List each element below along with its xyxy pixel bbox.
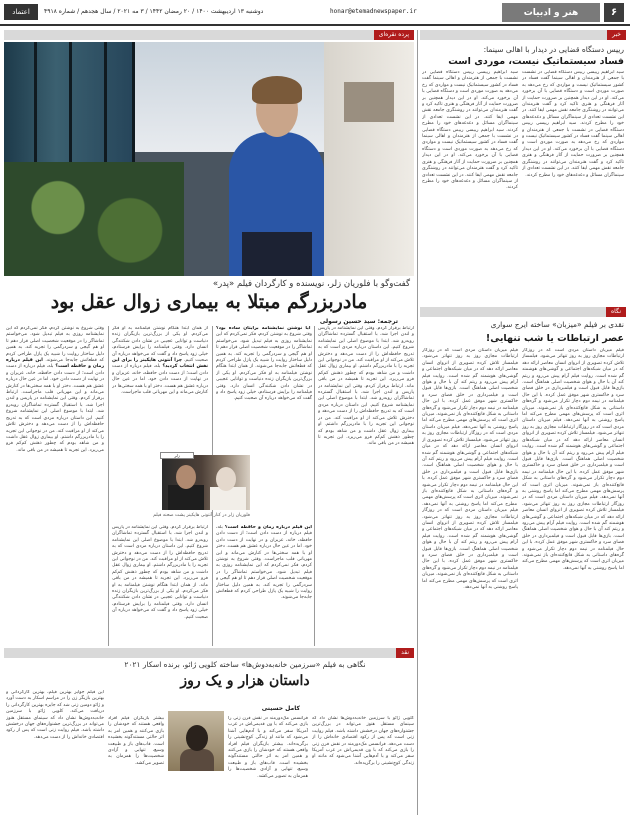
photo-face (176, 465, 196, 489)
review-tag-bar (4, 648, 414, 658)
lead-text: وقتی شروع به نوشتن کردم، فکر نمی‌کردم که این نمایشنامه روزی به فیلم تبدیل شود. می‌خواستم تماشاگر را در موقعیت شخصیت اصلی قرار دهم تا او هم گیجی و سردرگمی را تجربه کند. به همین دلیل ساختار روایت را شبیه یک پازل طراحی کردم که قطعاتش جابه‌جا می‌شوند. (216, 557, 312, 601)
lead-credit: ترجمه: سید حسین رسولی (319, 318, 398, 325)
review-column-1 (522, 348, 624, 816)
person-hair (252, 76, 302, 104)
lead-text: ارتباط برقرار کردم. وقتی این نمایشنامه در پاریس و لندن اجرا شد، با استقبال گسترده تماشاگران روبه‌رو شد. ابتدا با موضوع اصلی این نمایشنامه شروع کنیم. این داستان درباره مردی است که به تدریج حافظه‌اش را از دست می‌دهد و دخترش تلاش می‌کند از او مراقبت کند. من در نوجوانی این تجربه را با مادربزرگم داشتم. او بیماری زوال عقل داشت و من شاهد بودم که چطور ذهنش کم‌کم فرو می‌ریزد. این تجربه تا همیشه در من باقی ماند. (6, 390, 104, 453)
photo-name-tag: زلر (160, 452, 194, 459)
lead-column-3 (112, 326, 208, 450)
interview-photo (162, 455, 250, 510)
bottom-column-4 (6, 690, 104, 816)
review-text: فیلم میزبان داستان مردی است که در روزگار ارتباطات مجازی روز به روز تنهاتر می‌شود. فیلمساز تلاش کرده تصویری از انزوای انسان معاصر ارائه دهد که در میان شبکه‌های اجتماعی و گوشی‌های هوشمند گم شده است. روایت فیلم آرام پیش می‌رود و ریتم کند آن با حال و هوای شخصیت اصلی هماهنگ است. بازی‌ها قابل قبول است و فیلمبرداری در خلق فضای سرد و خاکستری شهر موفق عمل کرده. با این حال فیلمنامه در نیمه دوم دچار تکرار می‌شود و گره‌های داستانی به شکل قانع‌کننده‌ای باز نمی‌شوند. میزبان اثری است که پرسش‌های مهمی مطرح می‌کند اما پاسخ روشنی به آنها نمی‌دهد. (422, 508, 518, 591)
lead-text: از همان ابتدا هنگام نوشتن فیلمنامه به او فکر می‌کردم. او یکی از بزرگ‌ترین بازیگران زنده دنیاست و توانایی عجیبی در نشان دادن شکنندگی انسان دارد. وقتی فیلمنامه را برایش فرستادم، خیلی زود پاسخ داد و گفت که می‌خواهد درباره آن صحبت کنیم. (216, 364, 312, 402)
news-text: سید ابراهیم رییسی رییس دستگاه قضایی در نشست با جمعی از هنرمندان و اهالی سینما گفت فساد در کشور سیستماتیک نیست و مواردی که رخ می‌دهد به صورت موردی است و دستگاه قضایی با آن برخورد می‌کند. او در این دیدار همچنین بر ضرورت حمایت از آثار فرهنگی و هنری تاکید کرد و گفت هنرمندان می‌توانند در روشنگری جامعه نقش مهمی ایفا کنند. در این نشست تعدادی از سینماگران مسائل و دغدغه‌های خود را مطرح کردند. (422, 70, 518, 133)
bottom-author: کامل حسینی (261, 705, 300, 712)
bottom-text: بیشتر بازیگران فیلم افراد واقعی هستند که خودشان را بازی می‌کنند و همین امر به اثر حالتی مستندگونه بخشیده است. قاب‌های باز و طبیعت وسیع، تنهایی و آزادی شخصیت‌ها را همزمان به تصویر می‌کشد. (108, 716, 164, 766)
bottom-text: کلویی ژائو با سرزمین خانه‌به‌دوش‌ها نشان داد که سینمای مستقل هنوز می‌تواند در بزرگ‌ترین جشنواره‌های جهان درخشش داشته باشد. فیلم روایت زنی است که پس از رکود اقتصادی خانه‌اش را از دست می‌دهد. (312, 716, 414, 747)
lead-text: ارتباط برقرار کردم. وقتی این نمایشنامه در پاریس و لندن اجرا شد، با استقبال گسترده تماشاگران روبه‌رو شد. ابتدا با موضوع اصلی این نمایشنامه شروع کنیم. این داستان درباره مردی است که به تدریج حافظه‌اش را از دست می‌دهد و دخترش تلاش می‌کند از او مراقبت کند. من در نوجوانی این تجربه را با مادربزرگم داشتم. او بیماری زوال عقل داشت و من شاهد بودم که چطور ذهنش کم‌کم فرو می‌ریزد. این تجربه تا همیشه در من باقی ماند. (318, 326, 414, 389)
section-email[interactable]: honar@etemadnewspaper.ir (330, 8, 417, 15)
lead-column-2 (216, 326, 312, 450)
lead-text: وقتی شروع به نوشتن کردم، فکر نمی‌کردم که این نمایشنامه روزی به فیلم تبدیل شود. می‌خواستم تماشاگر را در موقعیت شخصیت اصلی قرار دهم تا او هم گیجی و سردرگمی را تجربه کند. به همین دلیل ساختار روایت را شبیه یک پازل طراحی کردم که قطعاتش جابه‌جا می‌شوند. (216, 332, 312, 370)
interview-question: این فیلم درباره زمان و حافظه است؟ (222, 525, 312, 530)
photo-caption: فلوریان زلر در کنار آنتونی هاپکینز پشت صحنه فیلم (153, 513, 250, 518)
section-title: هنر و ادبیات (502, 3, 600, 22)
review-text: فیلم میزبان داستان مردی است که در روزگار ارتباطات مجازی روز به روز تنهاتر می‌شود. فیلمساز تلاش کرده تصویری از انزوای انسان معاصر ارائه دهد که در میان شبکه‌های اجتماعی و گوشی‌های هوشمند گم شده است. روایت فیلم آرام پیش می‌رود و ریتم کند آن با حال و هوای شخصیت اصلی هماهنگ است. بازی‌ها قابل قبول است و فیلمبرداری در خلق فضای سرد و خاکستری شهر موفق عمل کرده. با این حال فیلمنامه در نیمه دوم دچار تکرار می‌شود و گره‌های داستانی به شکل قانع‌کننده‌ای باز نمی‌شوند. میزبان اثری است که پرسش‌های مهمی مطرح می‌کند اما پاسخ روشنی به آنها نمی‌دهد. (522, 348, 624, 424)
view-tag: نگاه (606, 307, 626, 317)
interview-question: این فیلم درباره زمان و حافظه است؟ (6, 358, 104, 370)
news-tag: خبر (607, 30, 626, 40)
bottom-text: این فیلم جوایز بهترین فیلم، بهترین کارگردانی و بهترین بازیگر زن را در مراسم اسکار به دست آورد و ژائو دومین زنی شد که جایزه بهترین کارگردانی را دریافت می‌کند. (6, 690, 104, 715)
photo-face (216, 467, 236, 491)
lead-text: ارتباط برقرار کردم. وقتی این نمایشنامه در پاریس و لندن اجرا شد، با استقبال گسترده تماشاگران روبه‌رو شد. ابتدا با موضوع اصلی این نمایشنامه شروع کنیم. این داستان درباره مردی است که به تدریج حافظه‌اش را از دست می‌دهد و دخترش تلاش می‌کند از او مراقبت کند. من در نوجوانی این تجربه را با مادربزرگم داشتم. او بیماری زوال عقل داشت و من شاهد بودم که چطور ذهنش کم‌کم فرو می‌ریزد. این تجربه تا همیشه در من باقی ماند. (318, 383, 414, 447)
bottom-text: بیشتر بازیگران فیلم افراد واقعی هستند که خودشان را بازی می‌کنند و همین امر به اثر حالتی مستندگونه بخشیده است. قاب‌های باز و طبیعت وسیع، تنهایی و آزادی شخصیت‌ها را همزمان به تصویر می‌کشد. (228, 741, 308, 779)
interview-question: آیا نوشتن نمایشنامه برایتان ساده بود؟ (216, 326, 311, 331)
lead-photo (4, 42, 414, 276)
wall-painting (344, 82, 394, 122)
review-text: فیلم میزبان داستان مردی است که در روزگار ارتباطات مجازی روز به روز تنهاتر می‌شود. فیلمساز تلاش کرده تصویری از انزوای انسان معاصر ارائه دهد که در میان شبکه‌های اجتماعی و گوشی‌های هوشمند گم شده است. روایت فیلم آرام پیش می‌رود و ریتم کند آن با حال و هوای شخصیت اصلی هماهنگ است. بازی‌ها قابل قبول است و فیلمبرداری در خلق فضای سرد و خاکستری شهر موفق عمل کرده. با این حال فیلمنامه در نیمه دوم دچار تکرار می‌شود و گره‌های داستانی به شکل قانع‌کننده‌ای باز نمی‌شوند. میزبان اثری است که پرسش‌های مهمی مطرح می‌کند اما پاسخ روشنی به آنها نمی‌دهد. (522, 495, 624, 571)
bottom-column-3 (108, 716, 164, 816)
interview-question: چرا آنتونی هاپکینز را برای این نقش انتخاب کردید؟ (112, 358, 208, 370)
news-column-2 (422, 70, 518, 302)
lead-text: وقتی شروع به نوشتن کردم، فکر نمی‌کردم که این نمایشنامه روزی به فیلم تبدیل شود. می‌خواستم تماشاگر را در موقعیت شخصیت اصلی قرار دهم تا او هم گیجی و سردرگمی را تجربه کند. به همین دلیل ساختار روایت را شبیه یک پازل طراحی کردم که قطعاتش جابه‌جا می‌شوند. (6, 326, 104, 364)
newspaper-logo: اعتماد (4, 4, 38, 20)
bottom-column-1 (312, 716, 414, 816)
lead-text: از همان ابتدا هنگام نوشتن فیلمنامه به او فکر می‌کردم. او یکی از بزرگ‌ترین بازیگران زنده دنیاست و توانایی عجیبی در نشان دادن شکنندگی انسان دارد. وقتی فیلمنامه را برایش فرستادم، خیلی زود پاسخ داد و گفت که می‌خواهد درباره آن صحبت کنیم. (112, 326, 208, 364)
lead-text: بله، فیلم درباره از دست دادن است؛ از دست دادن حافظه، خانه، عزیزان و در نهایت از دست دادن خود. اما در عین حال درباره عشق هم هست. دختر او با همه سختی‌ها در کنارش می‌ماند و این مهربانی قلب ماجراست. (112, 364, 208, 396)
review-text: فیلم میزبان داستان مردی است که در روزگار ارتباطات مجازی روز به روز تنهاتر می‌شود. فیلمساز تلاش کرده تصویری از انزوای انسان معاصر ارائه دهد که در میان شبکه‌های اجتماعی و گوشی‌های هوشمند گم شده است. روایت فیلم آرام پیش می‌رود و ریتم کند آن با حال و هوای شخصیت اصلی هماهنگ است. بازی‌ها قابل قبول است و فیلمبرداری در خلق فضای سرد و خاکستری شهر موفق عمل کرده. با این حال فیلمنامه در نیمه دوم دچار تکرار می‌شود و گره‌های داستانی به شکل قانع‌کننده‌ای باز نمی‌شوند. میزبان اثری است که پرسش‌های مهمی مطرح می‌کند اما پاسخ روشنی به آنها نمی‌دهد. (422, 348, 518, 430)
news-headline: فساد سیستماتیک نیست، موردی است (448, 56, 624, 67)
news-kicker: رییس دستگاه قضایی در دیدار با اهالی سینما: (483, 45, 624, 54)
page-number: ۶ (604, 3, 624, 22)
review-column-2 (422, 348, 518, 816)
bottom-photo (168, 711, 224, 771)
news-column-1 (522, 70, 624, 302)
cinema-tag: پرده نقره‌ای (374, 30, 414, 40)
lead-text: بله، فیلم درباره از دست دادن است؛ از دست دادن حافظه، خانه، عزیزان و در نهایت از دست دادن خود. اما در عین حال درباره عشق هم هست. دختر او با همه سختی‌ها در کنارش می‌ماند و این مهربانی قلب ماجراست. (216, 525, 312, 563)
bottom-text: کلویی ژائو با سرزمین خانه‌به‌دوش‌ها نشان داد که سینمای مستقل هنوز می‌تواند در بزرگ‌ترین جشنواره‌های جهان درخشش داشته باشد. فیلم روایت زنی است که پس از رکود اقتصادی خانه‌اش را از دست می‌دهد. (6, 709, 104, 740)
news-text: سید ابراهیم رییسی رییس دستگاه قضایی در نشست با جمعی از هنرمندان و اهالی سینما گفت فساد در کشور سیستماتیک نیست و مواردی که رخ می‌دهد به صورت موردی است و دستگاه قضایی با آن برخورد می‌کند. او در این دیدار همچنین بر ضرورت حمایت از آثار فرهنگی و هنری تاکید کرد و گفت هنرمندان می‌توانند در روشنگری جامعه نقش مهمی ایفا کنند. در این نشست تعدادی از سینماگران مسائل و دغدغه‌های خود را مطرح کردند. (522, 70, 624, 127)
bottom-column-2 (228, 716, 308, 816)
cinema-tag-bar (4, 30, 414, 40)
lead-column-2b (216, 525, 312, 646)
person-pants (242, 232, 312, 276)
masthead (0, 0, 630, 26)
lead-text: ارتباط برقرار کردم. وقتی این نمایشنامه در پاریس و لندن اجرا شد، با استقبال گسترده تماشاگران روبه‌رو شد. ابتدا با موضوع اصلی این نمایشنامه شروع کنیم. این داستان درباره مردی است که به تدریج حافظه‌اش را از دست می‌دهد و دخترش تلاش می‌کند از او مراقبت کند. من در نوجوانی این تجربه را با مادربزرگم داشتم. او بیماری زوال عقل داشت و من شاهد بودم که چطور ذهنش کم‌کم فرو می‌ریزد. این تجربه تا همیشه در من باقی ماند. (112, 525, 208, 588)
news-text: سید ابراهیم رییسی رییس دستگاه قضایی در نشست با جمعی از هنرمندان و اهالی سینما گفت فساد در کشور سیستماتیک نیست و مواردی که رخ می‌دهد به صورت موردی است و دستگاه قضایی با آن برخورد می‌کند. او در این دیدار همچنین بر ضرورت حمایت از آثار فرهنگی و هنری تاکید کرد و گفت هنرمندان می‌توانند در روشنگری جامعه نقش مهمی ایفا کنند. در این نشست تعدادی از سینماگران مسائل و دغدغه‌های خود را مطرح کردند. (522, 121, 624, 178)
lead-kicker: گفت‌وگو با فلوریان زلر، نویسنده و کارگردان فیلم «پدر» (212, 279, 410, 289)
news-text: سید ابراهیم رییسی رییس دستگاه قضایی در نشست با جمعی از هنرمندان و اهالی سینما گفت فساد در کشور سیستماتیک نیست و مواردی که رخ می‌دهد به صورت موردی است و دستگاه قضایی با آن برخورد می‌کند. او در این دیدار همچنین بر ضرورت حمایت از آثار فرهنگی و هنری تاکید کرد و گفت هنرمندان می‌توانند در روشنگری جامعه نقش مهمی ایفا کنند. در این نشست تعدادی از سینماگران مسائل و دغدغه‌های خود را مطرح کردند. (422, 127, 518, 191)
lead-headline: مادربزرگم مبتلا به بیماری زوال عقل بود (50, 291, 368, 313)
lead-column-1 (318, 326, 414, 646)
lead-text: از همان ابتدا هنگام نوشتن فیلمنامه به او فکر می‌کردم. او یکی از بزرگ‌ترین بازیگران زنده دنیاست و توانایی عجیبی در نشان دادن شکنندگی انسان دارد. وقتی فیلمنامه را برایش فرستادم، خیلی زود پاسخ داد و گفت که می‌خواهد درباره آن صحبت کنیم. (112, 582, 208, 620)
review-text: فیلم میزبان داستان مردی است که در روزگار ارتباطات مجازی روز به روز تنهاتر می‌شود. فیلمساز تلاش کرده تصویری از انزوای انسان معاصر ارائه دهد که در میان شبکه‌های اجتماعی و گوشی‌های هوشمند گم شده است. روایت فیلم آرام پیش می‌رود و ریتم کند آن با حال و هوای شخصیت اصلی هماهنگ است. بازی‌ها قابل قبول است و فیلمبرداری در خلق فضای سرد و خاکستری شهر موفق عمل کرده. با این حال فیلمنامه در نیمه دوم دچار تکرار می‌شود و گره‌های داستانی به شکل قانع‌کننده‌ای باز نمی‌شوند. میزبان اثری است که پرسش‌های مهمی مطرح می‌کند اما پاسخ روشنی به آنها نمی‌دهد. (522, 418, 624, 501)
photo-sky (124, 42, 344, 152)
lead-column-4 (6, 326, 104, 646)
column-divider (314, 326, 315, 646)
bottom-kicker: نگاهی به فیلم «سرزمین خانه‌به‌دوش‌ها» ساخته کلویی ژائو، برنده اسکار ۲۰۲۱ (124, 660, 366, 669)
view-tag-bar (420, 307, 626, 317)
news-tag-bar (420, 30, 626, 40)
review-text: فیلم میزبان داستان مردی است که در روزگار ارتباطات مجازی روز به روز تنهاتر می‌شود. فیلمساز تلاش کرده تصویری از انزوای انسان معاصر ارائه دهد که در میان شبکه‌های اجتماعی و گوشی‌های هوشمند گم شده است. روایت فیلم آرام پیش می‌رود و ریتم کند آن با حال و هوای شخصیت اصلی هماهنگ است. بازی‌ها قابل قبول است و فیلمبرداری در خلق فضای سرد و خاکستری شهر موفق عمل کرده. با این حال فیلمنامه در نیمه دوم دچار تکرار می‌شود و گره‌های داستانی به شکل قانع‌کننده‌ای باز نمی‌شوند. میزبان اثری است که پرسش‌های مهمی مطرح می‌کند اما پاسخ روشنی به آنها نمی‌دهد. (422, 424, 518, 507)
photo-plants (4, 162, 184, 276)
issue-line: دوشنبه ۱۳ اردیبهشت ۱۴۰۰ / ۲۰ رمضان ۱۴۴۲ / ۳ مه ۲۰۲۱ / سال هجدهم / شماره ۴۹۱۸ (44, 8, 264, 15)
review-kicker: نقدی بر فیلم «میزبان» ساخته ایرج سواری (490, 320, 624, 329)
bottom-headline: داستان هزار و یک روز (180, 673, 310, 689)
photo-face (186, 725, 208, 751)
right-column-divider (417, 30, 418, 815)
bottom-text: فرانسس مک‌دورمند در نقش فرن زنی را بازی می‌کند که با ون قدیمی‌اش در غرب آمریکا سفر می‌کند و با آدم‌هایی آشنا می‌شود که مانند او زندگی کوچ‌نشینی را برگزیده‌اند. (312, 741, 414, 766)
lead-text: بله، فیلم درباره از دست دادن است؛ از دست دادن حافظه، خانه، عزیزان و در نهایت از دست دادن خود. اما در عین حال درباره عشق هم هست. دختر او با همه سختی‌ها در کنارش می‌ماند و این مهربانی قلب ماجراست. (6, 364, 104, 396)
lead-column-3b (112, 525, 208, 646)
review-tag: نقد (396, 648, 414, 658)
column-divider (108, 326, 109, 646)
bottom-text: فرانسس مک‌دورمند در نقش فرن زنی را بازی می‌کند که با ون قدیمی‌اش در غرب آمریکا سفر می‌کند و با آدم‌هایی آشنا می‌شود که مانند او زندگی کوچ‌نشینی را برگزیده‌اند. (228, 716, 308, 747)
photo-figure (180, 749, 214, 771)
review-headline: عصر ارتباطات یا شب تنهایی! (485, 333, 624, 344)
photo-wall (324, 42, 414, 276)
